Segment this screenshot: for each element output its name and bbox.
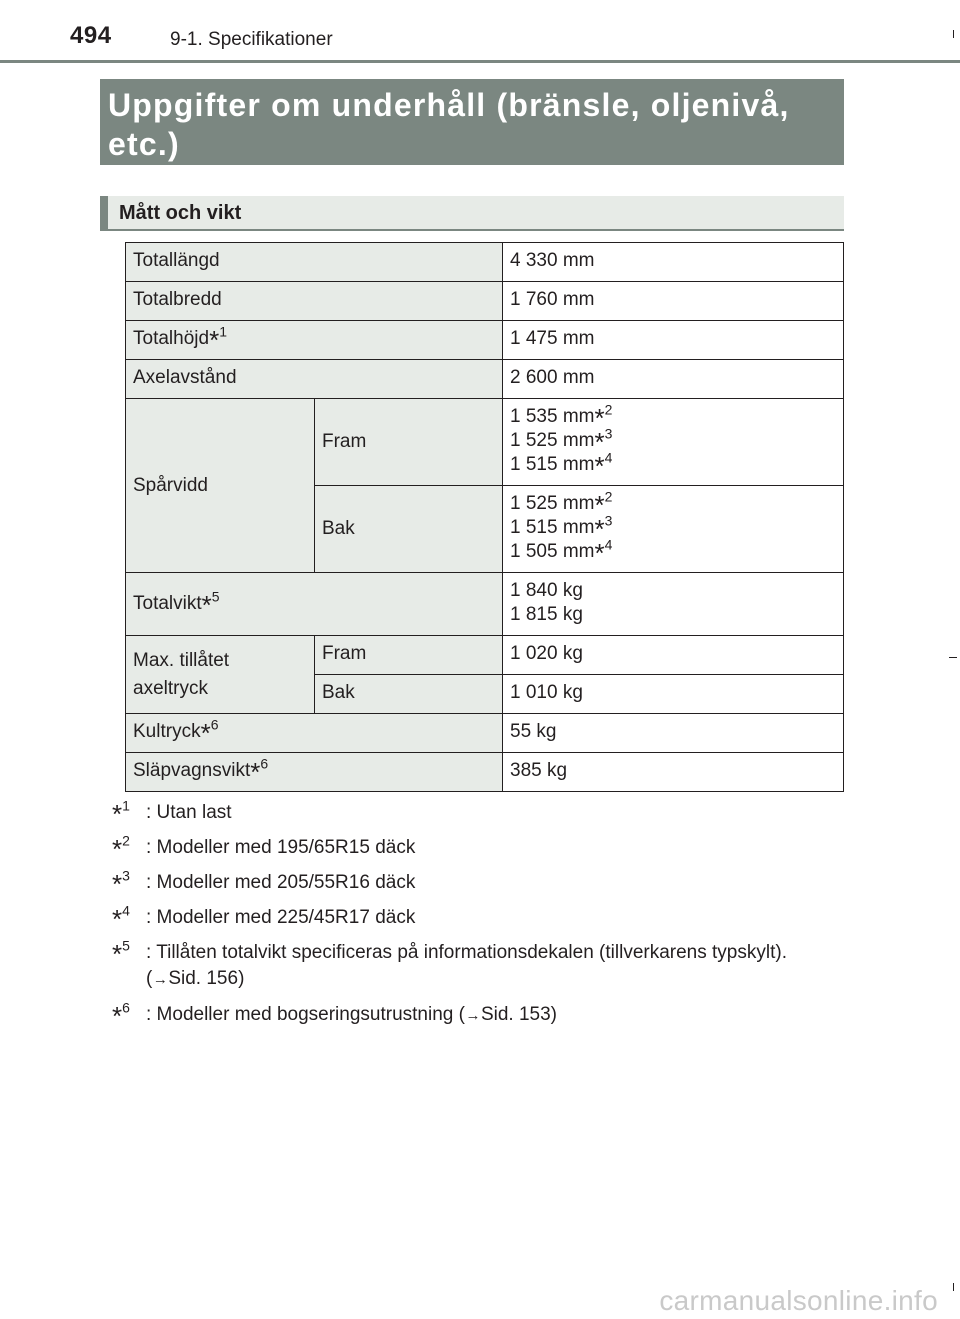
footnote-text: : Modeller med 195/65R15 däck: [146, 837, 416, 858]
row-label-track: Spårvidd: [126, 399, 315, 573]
sublabel-front: Fram: [315, 636, 503, 675]
value-text: 1 515 mm: [510, 454, 595, 475]
footnote-marker: [112, 937, 146, 993]
footnote-marker: *: [201, 590, 212, 620]
footnote-ref: 2: [122, 832, 130, 849]
value-line: [510, 401, 836, 433]
asterisk: *: [112, 869, 123, 899]
value-text: 1 525 mm: [510, 493, 595, 514]
footnote-marker: [112, 999, 146, 1031]
row-value-wheelbase: 2 600 mm: [503, 360, 844, 399]
footnote-marker: *: [594, 538, 605, 568]
footnote-text: : Modeller med 225/45R17 däck: [146, 907, 416, 928]
row-value-ball-load: 55 kg: [503, 714, 844, 753]
value-line: [510, 512, 836, 544]
row-value-trailer-weight: 385 kg: [503, 753, 844, 792]
label-text: Släpvagnsvikt: [133, 760, 251, 781]
sublabel-rear: Bak: [315, 486, 503, 573]
table-row: [126, 360, 844, 399]
label-text: Totalhöjd: [133, 328, 210, 349]
asterisk: *: [112, 904, 123, 934]
footnote-body: [146, 940, 838, 993]
table-row: [126, 243, 844, 282]
footnote-text: : Modeller med bogseringsutrustning (: [146, 1004, 465, 1025]
paren: ): [550, 1004, 557, 1025]
row-label-ball-load: [126, 714, 503, 753]
asterisk: *: [112, 939, 123, 969]
row-label-wheelbase: Axelavstånd: [126, 360, 503, 399]
value-text: 1 505 mm: [510, 541, 595, 562]
table-row: [126, 753, 844, 792]
value-line: [510, 488, 836, 520]
footnotes: [112, 797, 838, 1038]
footnote-marker: [112, 797, 146, 829]
footnote-2: [112, 832, 838, 864]
footnote-text: : Tillåten totalvikt specificeras på informationsdekalen (tillverkarens typskylt).: [146, 942, 787, 963]
dimensions-weights-table: [125, 242, 844, 792]
row-value-track-front: [503, 399, 844, 486]
footnote-ref: 4: [122, 902, 130, 919]
footnote-marker: [112, 867, 146, 899]
footnote-ref: 6: [260, 755, 269, 772]
row-value-track-rear: [503, 486, 844, 573]
footnote-3: [112, 867, 838, 899]
footnote-ref: 2: [604, 401, 613, 418]
row-value-axle-front: 1 020 kg: [503, 636, 844, 675]
arrow-right-icon: →: [152, 971, 168, 988]
footnote-marker: *: [594, 427, 605, 457]
value-line: [510, 425, 836, 457]
footnote-ref: 1: [122, 797, 130, 814]
row-label-axle-load: Max. tillåtet axeltryck: [126, 636, 315, 714]
asterisk: *: [112, 834, 123, 864]
footnote-marker: [112, 902, 146, 934]
sublabel-rear: Bak: [315, 675, 503, 714]
table-row: [126, 321, 844, 360]
footnote-marker: *: [250, 757, 261, 787]
footnote-marker: *: [209, 325, 220, 355]
value-line: [510, 536, 836, 568]
footnote-marker: *: [594, 514, 605, 544]
row-label-trailer-weight: [126, 753, 503, 792]
paren: ): [238, 968, 245, 989]
asterisk: *: [112, 799, 123, 829]
row-value-gross-weight: [503, 573, 844, 636]
label-text: Kultryck: [133, 721, 201, 742]
footnote-text: : Modeller med 205/55R16 däck: [146, 872, 416, 893]
label-text: Totalvikt: [133, 593, 202, 614]
header-rule: [0, 60, 960, 63]
arrow-right-icon: →: [465, 1007, 481, 1024]
row-value-axle-rear: 1 010 kg: [503, 675, 844, 714]
footnote-marker: *: [594, 403, 605, 433]
crop-mark-middle: [949, 657, 957, 658]
row-label-total-width: Totalbredd: [126, 282, 503, 321]
watermark: carmanualsonline.info: [659, 1285, 938, 1316]
footnote-1: [112, 797, 838, 829]
row-value-total-width: 1 760 mm: [503, 282, 844, 321]
footnote-ref: 3: [604, 425, 613, 442]
value-line: 1 815 kg: [510, 604, 583, 625]
paren: (: [146, 968, 153, 989]
footnote-ref: 5: [211, 588, 220, 605]
section-subheading: Mått och vikt: [100, 196, 844, 231]
footnote-marker: *: [200, 718, 211, 748]
footnote-marker: [112, 832, 146, 864]
footnote-ref: 5: [122, 937, 130, 954]
row-value-total-height: 1 475 mm: [503, 321, 844, 360]
section-banner: Uppgifter om underhåll (bränsle, oljenivå, etc.): [100, 79, 844, 165]
footnote-ref: 6: [210, 716, 219, 733]
footnote-4: [112, 902, 838, 934]
crop-mark-top: [953, 30, 954, 38]
row-value-total-length: 4 330 mm: [503, 243, 844, 282]
value-line: 1 840 kg: [510, 580, 583, 601]
table-row: [126, 714, 844, 753]
row-label-gross-weight: [126, 573, 503, 636]
page-reference-link[interactable]: Sid. 153: [480, 1004, 551, 1025]
page-reference-link[interactable]: Sid. 156: [168, 968, 239, 989]
value-text: 1 525 mm: [510, 430, 595, 451]
value-text: 1 535 mm: [510, 406, 595, 427]
footnote-ref: 4: [604, 536, 613, 553]
footnote-ref: 2: [604, 488, 613, 505]
table-row: [126, 573, 844, 636]
page-number: 494: [70, 22, 112, 49]
table-row: [126, 282, 844, 321]
footnote-text: : Utan last: [146, 802, 232, 823]
row-label-total-height: [126, 321, 503, 360]
footnote-ref: 3: [604, 512, 613, 529]
footnote-ref: 6: [122, 999, 130, 1016]
asterisk: *: [112, 1001, 123, 1031]
footnote-ref: 1: [219, 323, 227, 340]
footnote-ref: 4: [604, 449, 613, 466]
row-label-total-length: Totallängd: [126, 243, 503, 282]
footnote-marker: *: [594, 451, 605, 481]
crop-mark-bottom: [953, 1283, 954, 1291]
table-row: [126, 636, 844, 675]
footnote-marker: *: [594, 490, 605, 520]
footnote-ref: 3: [122, 867, 130, 884]
footnote-6: [112, 999, 838, 1031]
value-text: 1 515 mm: [510, 517, 595, 538]
value-line: [510, 449, 836, 481]
sublabel-front: Fram: [315, 399, 503, 486]
footnote-5: [112, 937, 838, 993]
chapter-title: 9-1. Specifikationer: [170, 29, 333, 50]
table-row: [126, 399, 844, 486]
footnote-body: [146, 1002, 838, 1029]
